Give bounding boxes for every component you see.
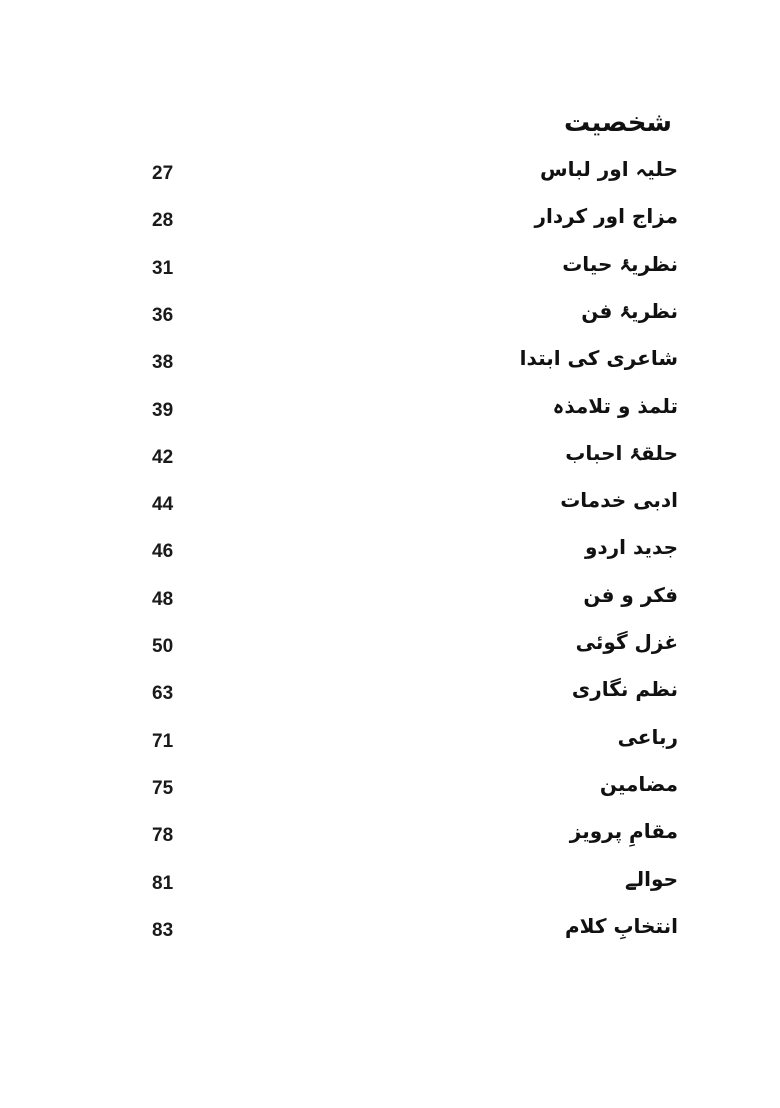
toc-entry [0,155,780,195]
entry-title: مزاج اور کردار [534,204,678,229]
page-number: 48 [152,588,174,610]
page-number: 83 [152,919,174,941]
entry-title: رباعی [617,724,678,749]
toc-entry [0,297,780,337]
entry-title: ادبی خدمات [560,488,678,513]
entry-title: شاعری کی ابتدا [519,346,678,371]
toc-entry [0,770,780,810]
toc-entry [0,675,780,715]
entry-title: غزل گوئی [575,630,678,654]
page-number: 28 [152,210,174,232]
entry-title: مقامِ پرویز [569,819,678,844]
toc-entry [0,486,780,526]
toc-entry [0,533,780,573]
toc-entry [0,628,780,668]
entry-title: حوالے [624,866,678,891]
entry-title: فکر و فن [583,582,678,607]
page-number: 38 [152,352,174,374]
entry-title: حلیہ اور لباس [540,157,678,181]
toc-entry [0,723,780,763]
page-number: 63 [152,683,174,705]
entry-title: نظریۂ فن [581,298,678,323]
entry-title: نظم نگاری [571,677,678,702]
toc-entry [0,202,780,242]
section-title: شخصیت [563,108,672,138]
toc-entry [0,865,780,905]
page-number: 46 [152,541,174,563]
page-number: 44 [152,494,174,516]
entry-title: تلمذ و تلامذہ [552,393,678,418]
page-number: 36 [152,304,174,326]
entry-title: حلقۂ احباب [565,440,678,465]
page-number: 50 [152,636,174,657]
entry-title: نظریۂ حیات [562,251,678,276]
page-number: 78 [152,825,174,847]
toc-entry [0,581,780,621]
entry-title: انتخابِ کلام [565,913,678,938]
page-number: 42 [152,446,174,468]
entry-title: مضامین [599,771,678,796]
toc-entry [0,439,780,479]
page-number: 39 [152,399,174,421]
page-number: 31 [152,257,174,279]
page-number: 71 [152,730,174,752]
page-number: 75 [152,777,174,799]
toc-entry [0,250,780,290]
toc-entry [0,912,780,952]
page-number: 27 [152,163,174,184]
page-number: 81 [152,872,174,894]
toc-entry [0,344,780,384]
toc-entry [0,392,780,432]
toc-entry [0,817,780,857]
entry-title: جدید اردو [584,535,678,560]
